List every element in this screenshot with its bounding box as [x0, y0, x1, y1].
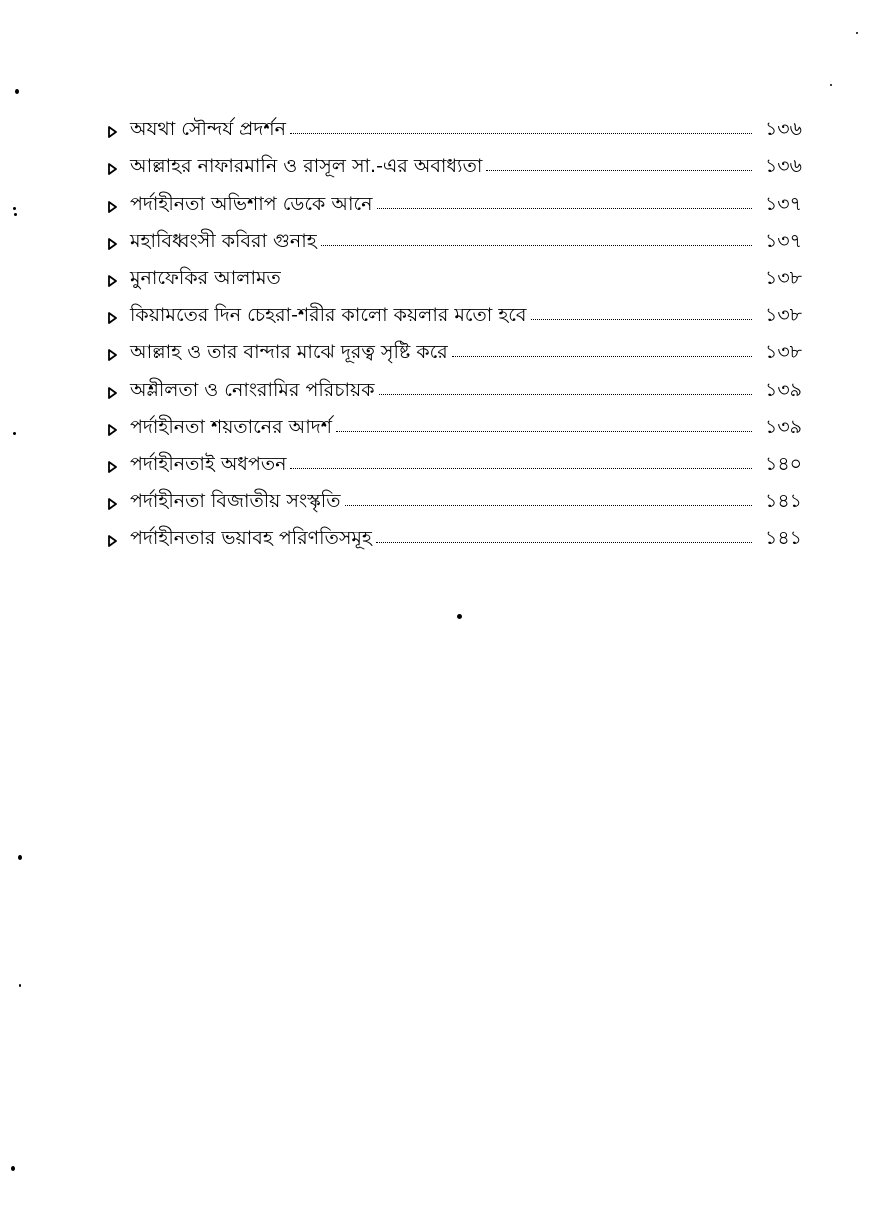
toc-entry	[108, 216, 802, 253]
toc-entry	[108, 402, 802, 439]
scan-speck	[856, 32, 858, 34]
scan-speck	[13, 432, 16, 435]
scan-speck	[11, 1166, 15, 1171]
dot-leader	[321, 245, 752, 246]
triangle-bullet-icon	[108, 349, 130, 364]
toc-entry	[108, 290, 802, 327]
dot-leader	[452, 356, 752, 357]
toc-entry-page-number: ১৩৮	[764, 266, 802, 289]
toc-entry	[108, 327, 802, 364]
toc-entry	[108, 476, 802, 513]
toc-entry-page-number: ১৪১	[765, 490, 802, 513]
triangle-bullet-icon	[108, 126, 130, 141]
toc-entry-page-number: ১৩৬	[764, 155, 802, 178]
dot-leader	[486, 170, 752, 171]
toc-entry-title: পর্দাহীনতা শয়তানের আদর্শ	[130, 415, 333, 438]
scan-speck	[13, 207, 16, 210]
scan-speck	[14, 213, 17, 216]
toc-entry-page-number: ১৪১	[765, 527, 802, 550]
scan-speck	[15, 89, 19, 94]
triangle-bullet-icon	[108, 238, 130, 253]
triangle-bullet-icon	[108, 163, 130, 178]
triangle-bullet-icon	[108, 498, 130, 513]
toc-entry-page-number: ১৩৭	[764, 229, 802, 252]
scan-speck	[18, 855, 22, 860]
toc-entry-title: পর্দাহীনতাই অধপতন	[130, 452, 287, 475]
toc-entry-title: অশ্লীলতা ও নোংরামির পরিচায়ক	[130, 378, 375, 401]
scan-speck	[830, 84, 832, 86]
toc-entry	[108, 178, 802, 215]
toc-entry-title: আল্লাহ ও তার বান্দার মাঝে দূরত্ব সৃষ্টি করে	[130, 341, 448, 364]
triangle-bullet-icon	[108, 312, 130, 327]
dot-leader	[336, 431, 752, 432]
toc-entry	[108, 513, 802, 550]
toc-entry-title: মুনাফেকির আলামত	[130, 266, 281, 289]
toc-entry-title: মহাবিধ্বংসী কবিরা গুনাহ	[130, 229, 317, 252]
toc-entry-title: কিয়ামতের দিন চেহরা-শরীর কালো কয়লার মতো হবে	[130, 304, 527, 327]
toc-entry-title: পর্দাহীনতা বিজাতীয় সংস্কৃতি	[130, 490, 341, 513]
dot-leader	[531, 319, 752, 320]
scan-speck	[457, 614, 462, 619]
toc-entry	[108, 104, 802, 141]
toc-entry-page-number: ১৩৮	[764, 341, 802, 364]
triangle-bullet-icon	[108, 461, 130, 476]
toc-entry-page-number: ১৩৬	[764, 118, 802, 141]
dot-leader	[290, 133, 752, 134]
toc-entry	[108, 439, 802, 476]
triangle-bullet-icon	[108, 387, 130, 402]
toc-entry-title: পর্দাহীনতা অভিশাপ ডেকে আনে	[130, 192, 373, 215]
toc-entry-title: পর্দাহীনতার ভয়াবহ পরিণতিসমূহ	[130, 527, 372, 550]
toc-entry-page-number: ১৩৭	[764, 192, 802, 215]
triangle-bullet-icon	[108, 201, 130, 216]
dot-leader	[376, 542, 752, 543]
toc-entry-title: আল্লাহর নাফারমানি ও রাসূল সা.-এর অবাধ্যতা	[130, 155, 483, 178]
table-of-contents	[108, 104, 802, 550]
dot-leader	[379, 394, 753, 395]
toc-entry-title: অযথা সৌন্দর্য প্রদর্শন	[130, 118, 286, 141]
toc-entry	[108, 141, 802, 178]
triangle-bullet-icon	[108, 535, 130, 550]
toc-entry-page-number: ১৩৮	[764, 304, 802, 327]
dot-leader	[377, 208, 753, 209]
triangle-bullet-icon	[108, 275, 130, 290]
toc-entry-page-number: ১৩৯	[764, 378, 802, 401]
toc-entry-page-number: ১৪০	[764, 452, 802, 475]
toc-entry-page-number: ১৩৯	[764, 415, 802, 438]
toc-entry	[108, 253, 802, 290]
scan-speck	[19, 984, 21, 987]
triangle-bullet-icon	[108, 424, 130, 439]
toc-entry	[108, 364, 802, 401]
dot-leader	[345, 505, 752, 506]
dot-leader	[290, 468, 752, 469]
